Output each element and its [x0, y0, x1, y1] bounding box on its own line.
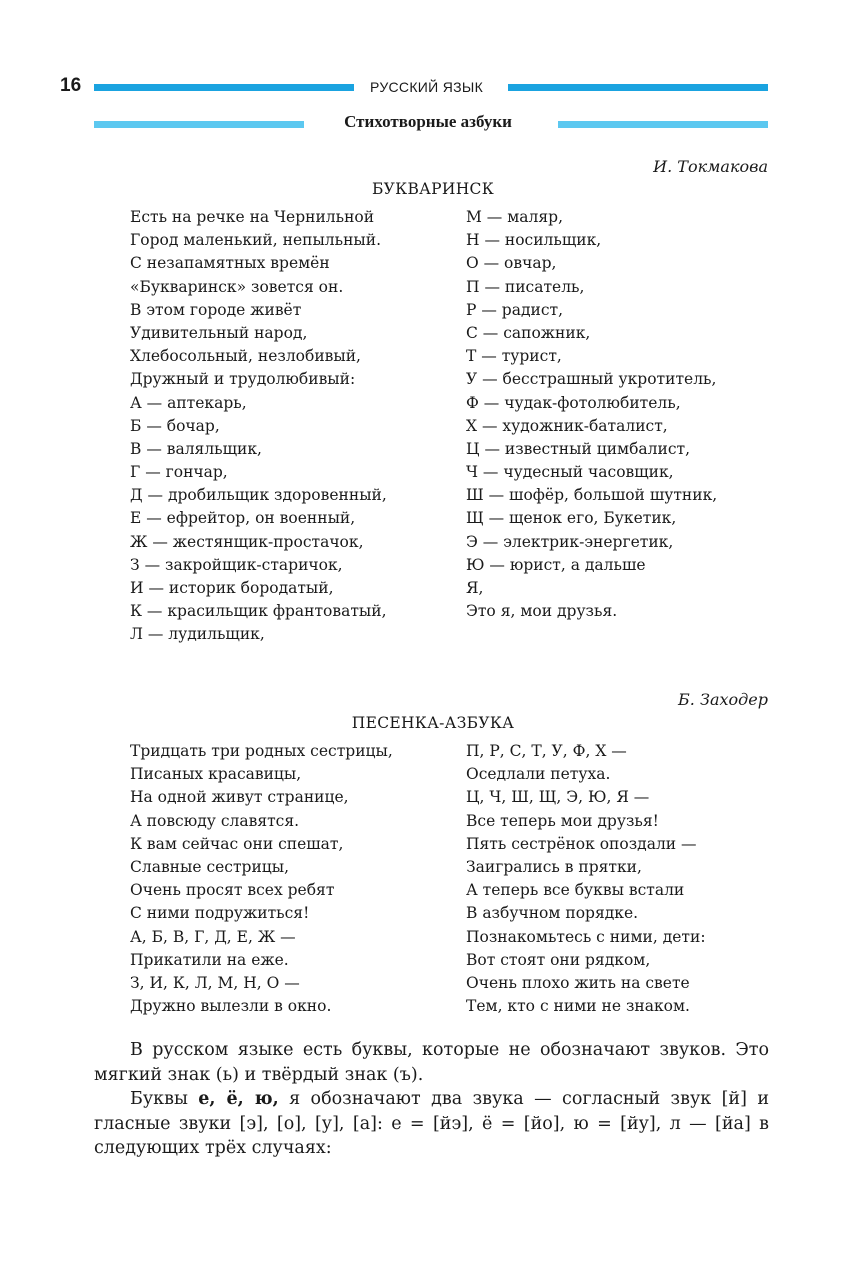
p2-bold-letters: е, ё, ю,: [198, 1089, 279, 1109]
poem-line: Заигрались в прятки,: [466, 857, 642, 876]
poem-line: Е — ефрейтор, он военный,: [130, 509, 356, 528]
paragraph-2: [94, 1087, 769, 1161]
poem-line: Прикатили на еже.: [130, 950, 289, 969]
poem-line: Дружно вылезли в окно.: [130, 997, 332, 1016]
poem-line: В азбучном порядке.: [466, 904, 639, 923]
poem-line: К — красильщик франтоватый,: [130, 602, 387, 621]
explanation-text: [94, 1038, 769, 1161]
poem-line: Я,: [466, 579, 484, 597]
poem-line: Пять сестрёнок опоздали —: [466, 834, 697, 853]
poem-line: У — бесстрашный укротитель,: [466, 370, 717, 389]
poem-line: Ц — известный цимбалист,: [466, 439, 691, 458]
poem-line: Х — художник-баталист,: [466, 416, 668, 435]
poem-line: В этом городе живёт: [130, 300, 302, 319]
poem-line: С ними подружиться!: [130, 904, 310, 923]
poem-line: Дружный и трудолюбивый:: [130, 370, 356, 389]
poem1-left-column: [130, 206, 387, 647]
poem1-title: БУКВАРИНСК: [371, 180, 495, 198]
poem-line: Очень просят всех ребят: [130, 881, 335, 900]
poem2-left-column: [130, 740, 393, 1018]
poem-line: Ч — чудесный часовщик,: [466, 463, 674, 482]
poem-line: Д — дробильщик здоровенный,: [130, 486, 387, 505]
poem-line: К вам сейчас они спешат,: [130, 834, 344, 853]
poem-line: Н — носильщик,: [466, 231, 602, 250]
poem-line: Хлебосольный, незлобивый,: [130, 347, 361, 366]
poem1-author: И. Токмакова: [653, 157, 768, 176]
poem-line: Удивительный народ,: [130, 323, 308, 342]
page-number: 16: [60, 75, 82, 96]
subject-title: РУССКИЙ ЯЗЫК: [370, 79, 484, 95]
poem-line: Город маленький, непыльный.: [130, 231, 381, 250]
poem-line: Г — гончар,: [130, 463, 228, 482]
poem-line: И — историк бородатый,: [130, 579, 334, 597]
poem-line: Тем, кто с ними не знаком.: [466, 997, 690, 1016]
poem-line: С — сапожник,: [466, 323, 591, 342]
poem-line: А повсюду славятся.: [130, 811, 300, 830]
poem-line: Есть на речке на Чернильной: [130, 208, 375, 226]
poem-line: Б — бочар,: [130, 416, 220, 435]
p2-rest: я обозначают два звука — согласный звук [й] и гласные звуки [э], [о], [у], [а]: е = [йэ], ё = [йо], ю = [йу], л — [йа] в следующих трёх случаях:: [94, 1089, 769, 1158]
poem-line: П — писатель,: [466, 277, 585, 296]
poem-line: Тридцать три родных сестрицы,: [130, 742, 393, 760]
poem-line: Это я, мои друзья.: [466, 602, 618, 621]
header-bar-left: [94, 84, 354, 91]
poem-line: П, Р, С, Т, У, Ф, Х —: [466, 742, 627, 760]
poem-line: Т — турист,: [466, 347, 562, 366]
section-bar-right: [558, 121, 768, 128]
poem-line: Очень плохо жить на свете: [466, 973, 690, 992]
poem-line: Ю — юрист, а дальше: [466, 555, 646, 574]
section-title: Стихотворные азбуки: [344, 112, 512, 131]
poem-line: Ж — жестянщик-простачок,: [130, 532, 364, 551]
poem-line: А, Б, В, Г, Д, Е, Ж —: [130, 927, 296, 946]
poem-line: Ф — чудак-фотолюбитель,: [466, 393, 681, 412]
poem2-right-column: [466, 740, 706, 1018]
poem-line: С незапамятных времён: [130, 254, 330, 273]
poem-line: З — закройщик-старичок,: [130, 555, 343, 574]
poem-line: Все теперь мои друзья!: [466, 811, 659, 830]
poem-line: Славные сестрицы,: [130, 857, 290, 876]
poem-line: «Букваринск» зовется он.: [130, 277, 344, 296]
poem-line: На одной живут странице,: [130, 788, 349, 807]
poem-line: Писаных красавицы,: [130, 765, 302, 784]
poem-line: Э — электрик-энергетик,: [466, 532, 674, 551]
poem-line: Ш — шофёр, большой шутник,: [466, 486, 718, 505]
poem-line: Вот стоят они рядком,: [466, 950, 651, 969]
poem-line: В — валяльщик,: [130, 439, 262, 458]
p2-start: Буквы: [130, 1089, 199, 1109]
poem1-right-column: [466, 206, 717, 623]
poem-line: А — аптекарь,: [130, 393, 247, 412]
poem-line: З, И, К, Л, М, Н, О —: [130, 973, 300, 992]
poem-line: Р — радист,: [466, 300, 564, 319]
poem-line: Щ — щенок его, Букетик,: [466, 509, 677, 528]
poem-line: Познакомьтесь с ними, дети:: [466, 927, 706, 946]
poem-line: А теперь все буквы встали: [466, 881, 685, 900]
poem-line: М — маляр,: [466, 208, 563, 226]
poem-line: О — овчар,: [466, 254, 557, 273]
poem-line: Оседлали петуха.: [466, 765, 611, 784]
poem-line: Ц, Ч, Ш, Щ, Э, Ю, Я —: [466, 788, 650, 807]
header-bar-right: [508, 84, 768, 91]
poem-line: Л — лудильщик,: [130, 625, 265, 644]
paragraph-1: В русском языке есть буквы, которые не обозначают звуков. Это мягкий знак (ь) и твёрдый знак (ъ).: [94, 1040, 769, 1085]
poem2-title: ПЕСЕНКА-АЗБУКА: [351, 714, 515, 732]
poem2-author: Б. Заходер: [678, 690, 768, 709]
